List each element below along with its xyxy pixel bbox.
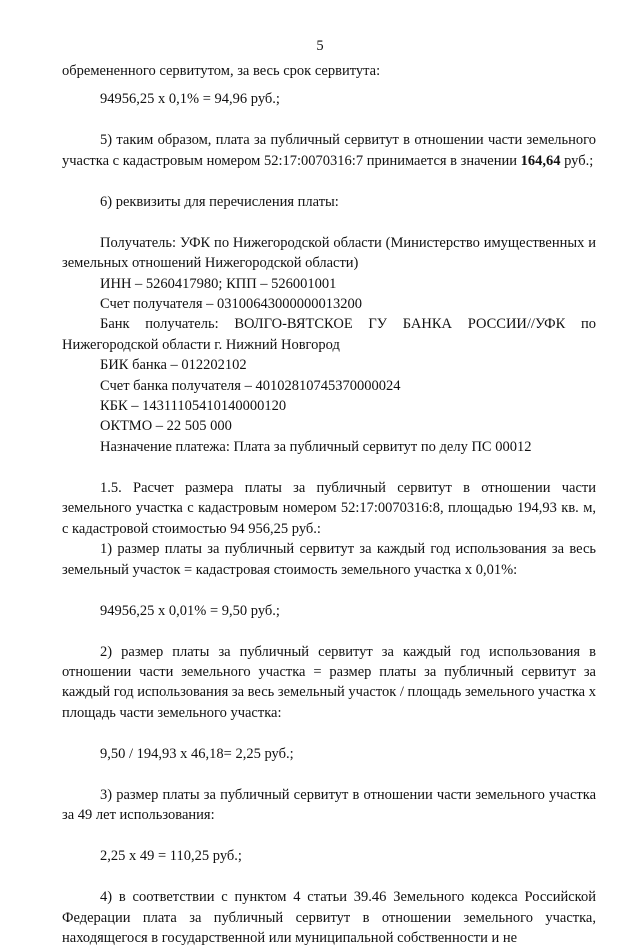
bik-line: БИК банка – 012202102: [100, 357, 247, 374]
payee-account-line: Счет получателя – 03100643000000013200: [100, 296, 363, 313]
paragraph-step-2: 2) размер платы за публичный сервитут за каждый год использования в отношении части земельного участка = размер платы за публичный сервитут за каждый год использования за весь земельный участок / площадь земельного участка х площадь части земельного участка:: [62, 643, 596, 721]
oktmo-line: ОКТМО – 22 505 000: [100, 418, 232, 435]
item-5-text: 5) таким образом, плата за публичный сервитут в отношении части земельного участка с кадастровым номером 52:17:0070316:7 принимается в значении: [62, 132, 596, 169]
paragraph-section-1-5: 1.5. Расчет размера платы за публичный сервитут в отношении части земельного участка с кадастровым номером 52:17:0070316:8, площадью 194,93 кв. м, с кадастровой стоимостью 94 956,25 руб.:: [62, 479, 596, 537]
item-5-suffix: руб.;: [560, 152, 594, 169]
payee-bank-line: Банк получатель: ВОЛГО-ВЯТСКОЕ ГУ БАНКА РОССИИ//УФК по Нижегородской области г. Нижний Новгород: [62, 316, 596, 353]
inn-kpp-line: ИНН – 5260417980; КПП – 526001001: [100, 275, 337, 292]
paragraph-item-5: [62, 130, 596, 171]
formula-part-payment: 9,50 / 194,93 х 46,18= 2,25 руб.;: [100, 745, 294, 762]
paragraph-step-3: 3) размер платы за публичный сервитут в отношении части земельного участка за 49 лет использования:: [62, 786, 596, 824]
paragraph-burdened-term: обремененного сервитутом, за весь срок сервитута:: [62, 63, 381, 79]
bank-account-line: Счет банка получателя – 40102810745370000024: [100, 377, 401, 394]
paragraph-item-6: 6) реквизиты для перечисления платы:: [100, 193, 339, 210]
paragraph-step-1: 1) размер платы за публичный сервитут за каждый год использования за весь земельный участок = кадастровая стоимость земельного участка х 0,01%:: [62, 541, 596, 578]
formula-annual-payment: 94956,25 х 0,01% = 9,50 руб.;: [100, 602, 280, 619]
payment-purpose-line: Назначение платежа: Плата за публичный сервитут по делу ПС 00012: [100, 438, 532, 455]
formula-49-years: 2,25 х 49 = 110,25 руб.;: [100, 848, 242, 865]
payee-line: Получатель: УФК по Нижегородской области (Министерство имущественных и земельных отношений Нижегородской области): [62, 234, 596, 272]
page-number: 5: [316, 38, 324, 54]
kbk-line: КБК – 14311105410140000120: [100, 398, 287, 415]
formula-payment-full-term: 94956,25 х 0,1% = 94,96 руб.;: [100, 91, 280, 108]
item-5-amount: 164,64: [520, 152, 561, 169]
document-body: [62, 61, 596, 948]
paragraph-step-4: 4) в соответствии с пунктом 4 статьи 39.46 Земельного кодекса Российской Федерации плата за публичный сервитут в отношении земельного участка, находящегося в государственной или муниципальной собственности и не: [62, 889, 596, 946]
